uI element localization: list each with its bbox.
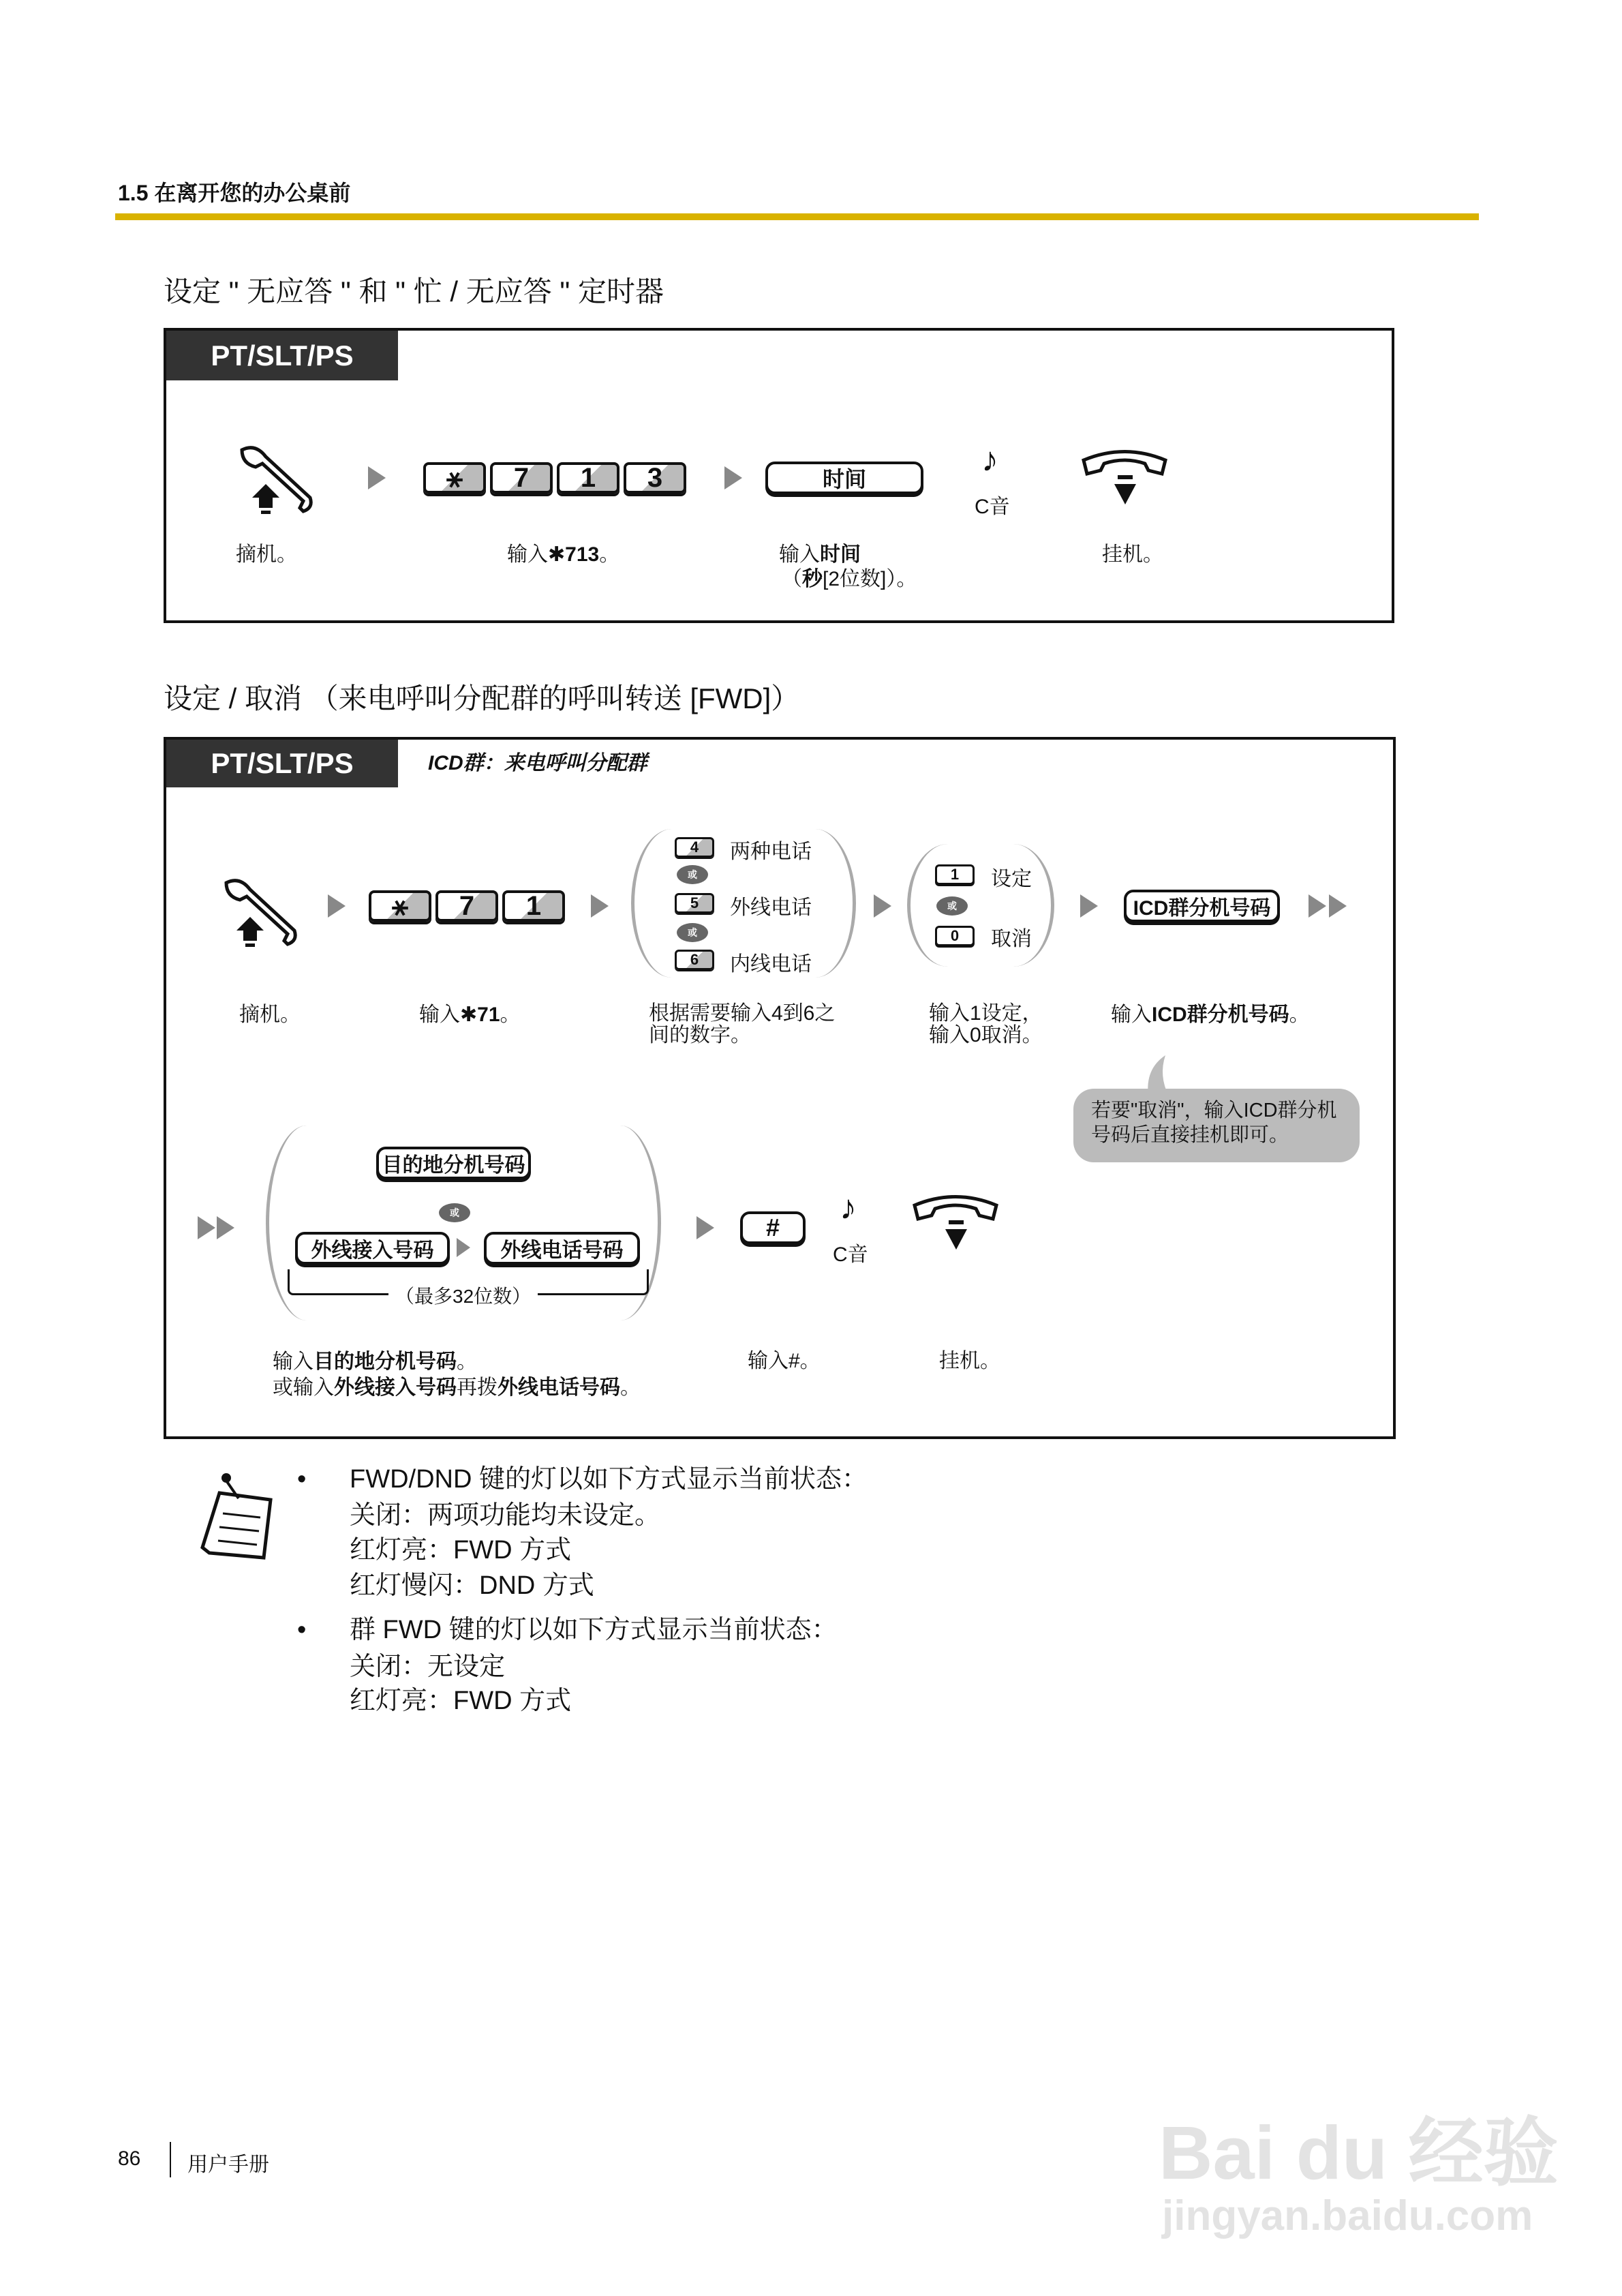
note-line: 红灯亮：FWD 方式 xyxy=(350,1536,572,1565)
step-arrow xyxy=(328,894,346,918)
key-7: 7 xyxy=(435,890,498,922)
cancel-label: 取消 xyxy=(991,928,1032,950)
caption-enter-time: 输入时间 （秒[2位数]）。 xyxy=(779,543,917,590)
caption-set-cancel: 输入1设定， 输入0取消。 xyxy=(929,1002,1043,1046)
tone-label: C音 xyxy=(833,1243,868,1266)
section1-title: 设定 " 无应答 " 和 " 忙 / 无应答 " 定时器 xyxy=(164,275,664,307)
device-tab: PT/SLT/PS xyxy=(166,331,398,380)
key-hash: # xyxy=(740,1211,806,1244)
or-badge: 或 xyxy=(439,1203,470,1222)
or-badge: 或 xyxy=(677,923,708,942)
double-arrow xyxy=(217,1216,234,1239)
double-arrow xyxy=(198,1216,215,1239)
note-line: 群 FWD 键的灯以如下方式显示当前状态： xyxy=(350,1616,838,1644)
key-1: 1 xyxy=(935,864,975,885)
key-6: 6 xyxy=(675,950,714,970)
device-tab: PT/SLT/PS xyxy=(166,740,398,787)
key-3: 3 xyxy=(624,462,686,494)
caption-onhook: 挂机。 xyxy=(1102,543,1163,566)
step-arrow xyxy=(697,1216,714,1239)
tone-note-icon: ♪ xyxy=(981,440,998,479)
caption-destination: 输入目的地分机号码。 或输入外线接入号码再拨外线电话号码。 xyxy=(273,1350,641,1399)
key-4: 4 xyxy=(675,837,714,858)
offhook-handset-icon xyxy=(219,876,301,951)
footer-title: 用户手册 xyxy=(187,2154,269,2176)
icd-note: ICD群：来电呼叫分配群 xyxy=(428,752,647,774)
note-line: 红灯慢闪：DND 方式 xyxy=(350,1571,594,1600)
key-1: 1 xyxy=(557,462,619,494)
page-number: 86 xyxy=(118,2147,141,2170)
watermark-brand: Bai du 经验 xyxy=(1159,2111,1559,2195)
step-arrow xyxy=(591,894,609,918)
step-arrow xyxy=(874,894,891,918)
option-label: 外线电话 xyxy=(730,896,812,919)
key-0: 0 xyxy=(935,926,975,946)
step-arrow xyxy=(1080,894,1098,918)
set-label: 设定 xyxy=(991,868,1032,890)
small-arrow xyxy=(457,1238,470,1257)
onhook-handset-icon xyxy=(911,1192,1000,1260)
tone-note-icon: ♪ xyxy=(840,1188,857,1226)
caption-enter-code: 输入✱71。 xyxy=(419,1003,521,1026)
icd-extension-box: ICD群分机号码 xyxy=(1124,890,1280,922)
step-arrow xyxy=(368,466,386,489)
header-rule xyxy=(115,213,1479,220)
note-line: FWD/DND 键的灯以如下方式显示当前状态： xyxy=(350,1465,868,1494)
section2-title: 设定 / 取消 （来电呼叫分配群的呼叫转送 [FWD]） xyxy=(164,682,800,714)
bullet: • xyxy=(297,1616,307,1644)
key-star: ⚹ xyxy=(369,890,431,922)
caption-offhook: 摘机。 xyxy=(239,1003,301,1026)
watermark-url: jingyan.baidu.com xyxy=(1162,2192,1533,2239)
step-arrow xyxy=(724,466,742,489)
key-7: 7 xyxy=(490,462,553,494)
memo-note-icon xyxy=(199,1472,277,1568)
caption-onhook: 挂机。 xyxy=(939,1350,1000,1372)
offhook-handset-icon xyxy=(235,443,317,518)
or-badge: 或 xyxy=(677,865,708,884)
tone-label: C音 xyxy=(975,496,1010,518)
key-star: ⚹ xyxy=(423,462,486,494)
note-line: 红灯亮：FWD 方式 xyxy=(350,1687,572,1715)
note-line: 关闭：无设定 xyxy=(350,1652,506,1681)
code-keys xyxy=(423,462,686,494)
caption-icd: 输入ICD群分机号码。 xyxy=(1111,1003,1310,1026)
onhook-handset-icon xyxy=(1080,447,1169,515)
time-input-box: 时间 xyxy=(765,462,923,494)
double-arrow xyxy=(1329,894,1347,918)
caption-choose: 根据需要输入4到6之 间的数字。 xyxy=(649,1002,836,1046)
caption-offhook: 摘机。 xyxy=(236,543,297,566)
or-badge: 或 xyxy=(936,896,968,916)
caption-hash: 输入#。 xyxy=(748,1350,821,1372)
key-5: 5 xyxy=(675,893,714,913)
outside-access-box: 外线接入号码 xyxy=(295,1232,450,1265)
option-label: 两种电话 xyxy=(730,841,812,863)
set-cancel-bracket xyxy=(907,844,1054,967)
section-header: 1.5 在离开您的办公桌前 xyxy=(118,181,351,205)
max-digits-label: （最多32位数） xyxy=(388,1282,538,1309)
option-label: 内线电话 xyxy=(730,953,812,976)
code-keys xyxy=(369,890,565,922)
caption-enter-code: 输入✱713。 xyxy=(507,543,620,566)
outside-number-box: 外线电话号码 xyxy=(484,1232,640,1265)
footer-divider xyxy=(170,2142,171,2177)
destination-extension-box: 目的地分机号码 xyxy=(376,1147,531,1179)
double-arrow xyxy=(1309,894,1326,918)
key-1: 1 xyxy=(502,890,565,922)
bullet: • xyxy=(297,1465,307,1494)
cancel-tip-bubble: 若要"取消"，输入ICD群分机号码后直接挂机即可。 xyxy=(1073,1089,1360,1162)
note-line: 关闭：两项功能均未设定。 xyxy=(350,1501,661,1530)
